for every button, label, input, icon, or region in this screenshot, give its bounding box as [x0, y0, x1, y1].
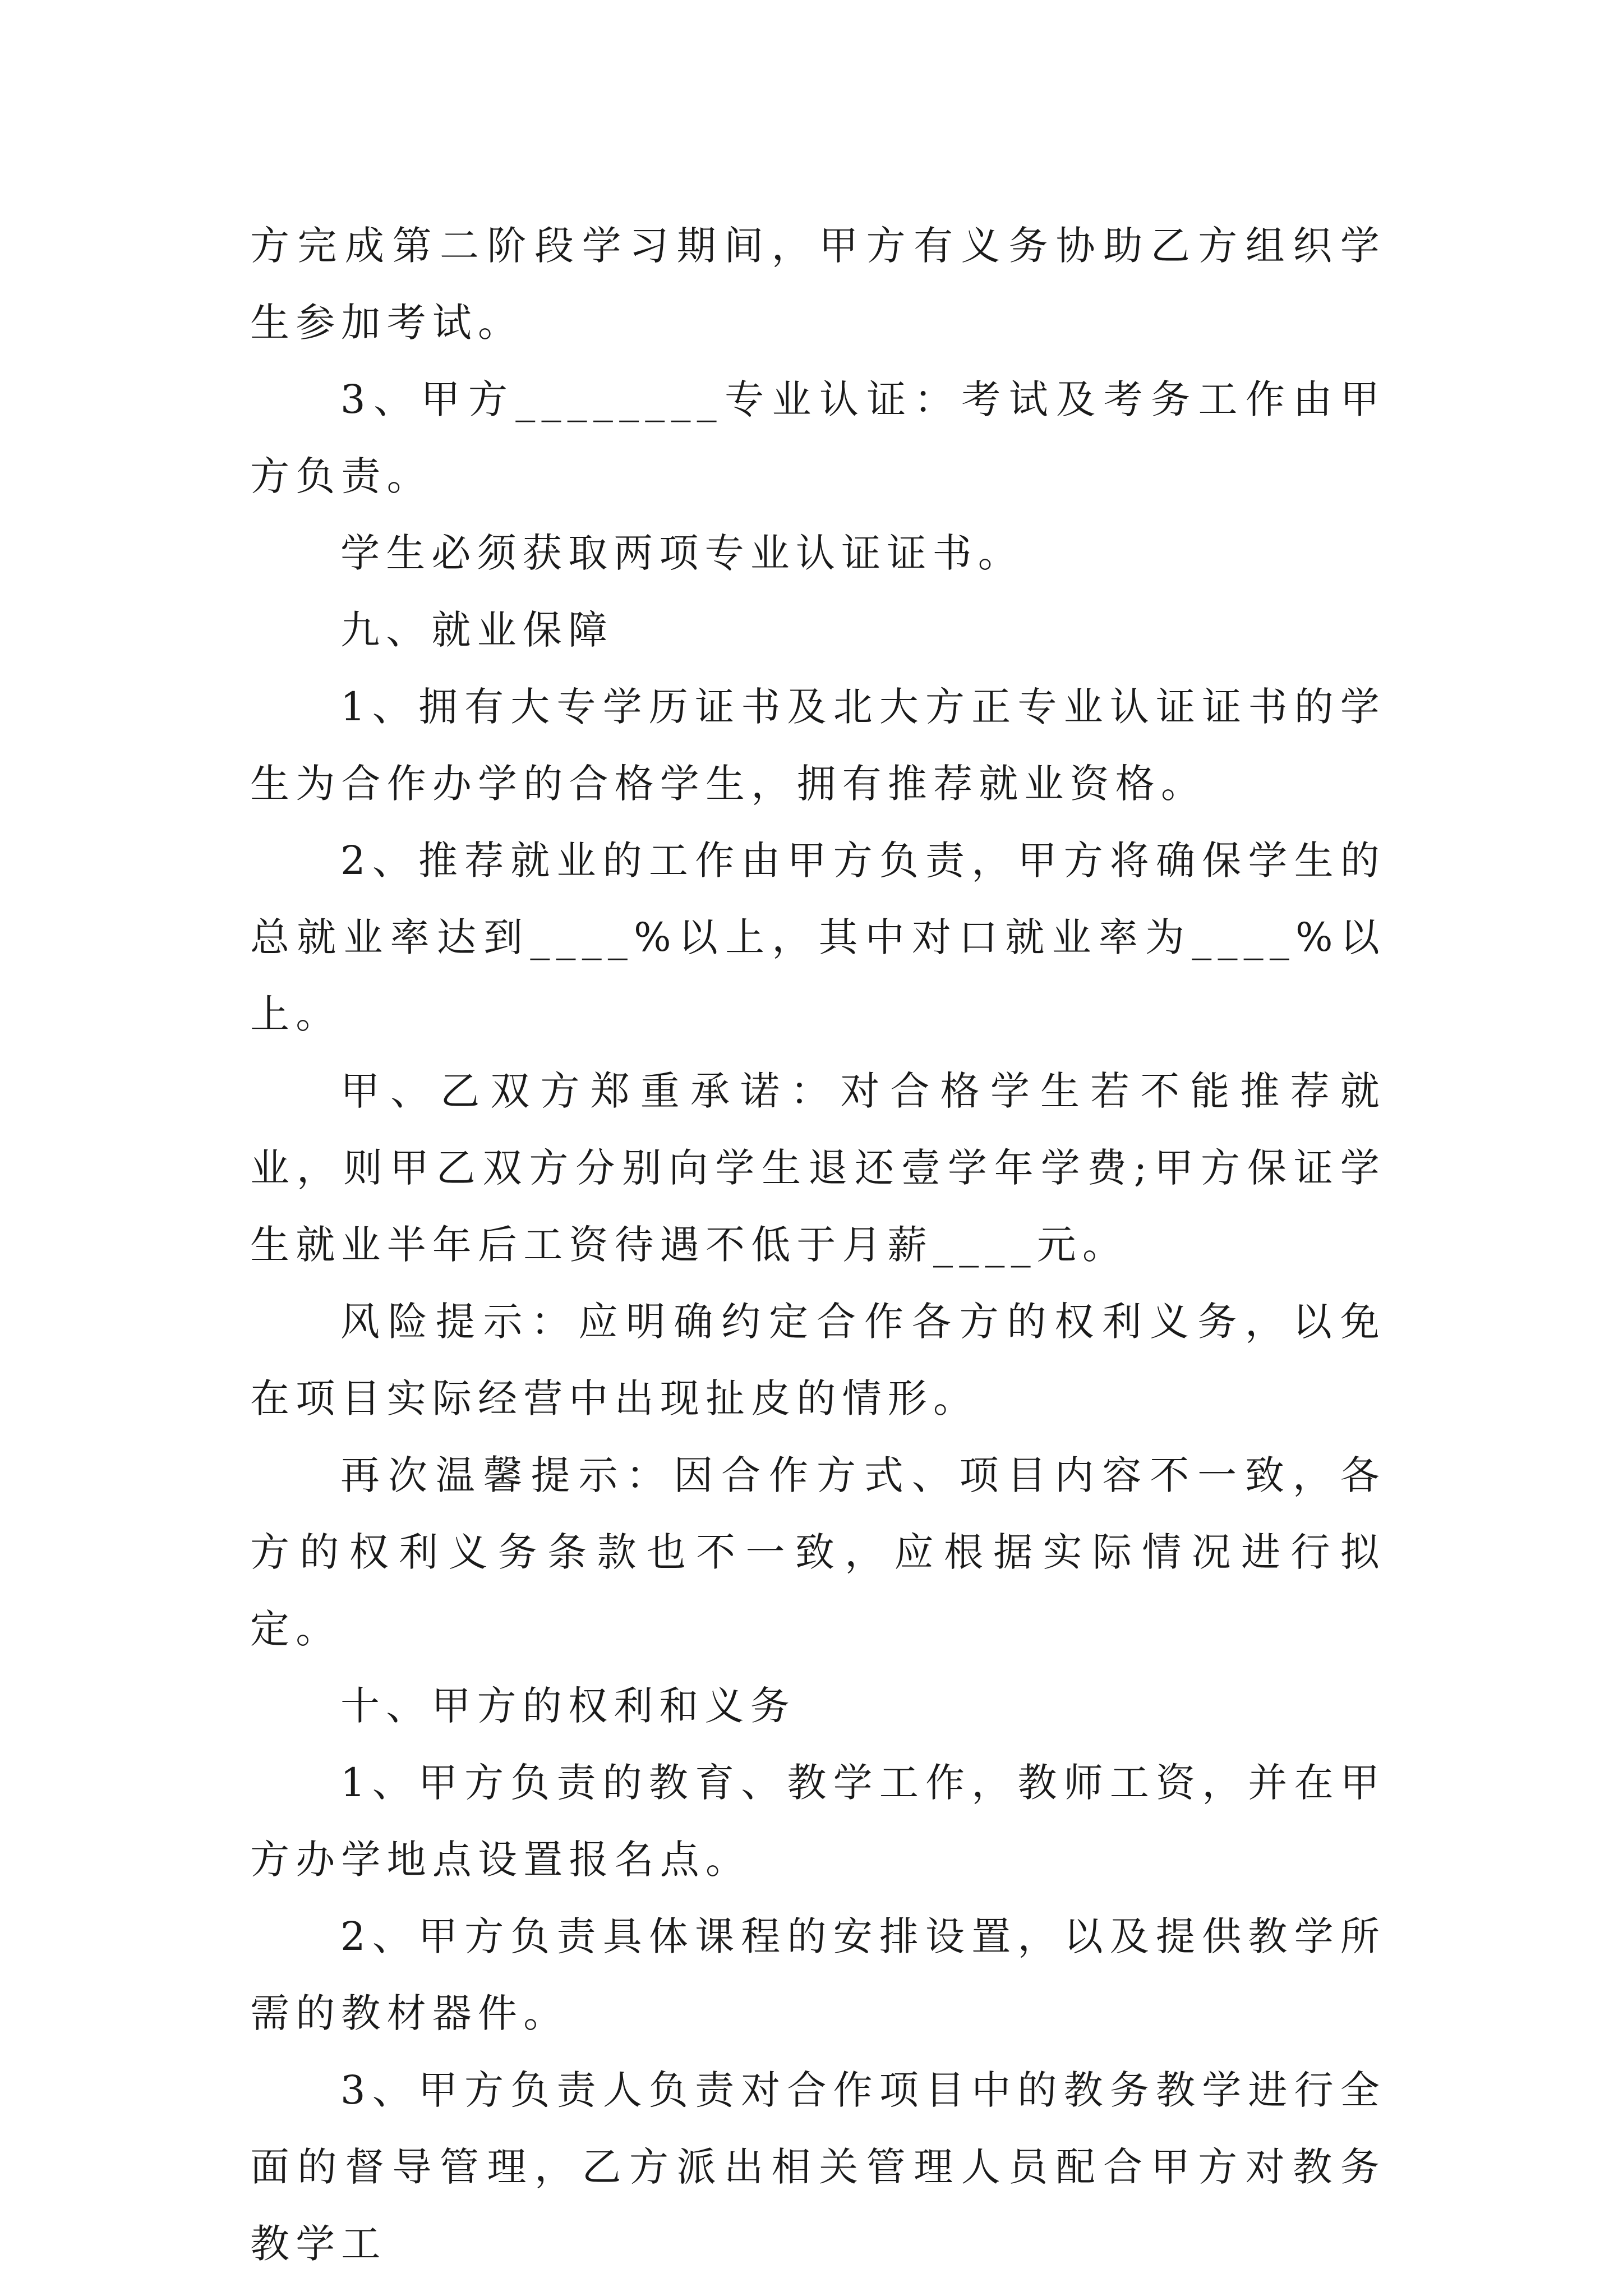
paragraph-clause-8-3: 3、甲方________专业认证：考试及考务工作由甲方负责。 — [250, 376, 1386, 499]
document-page — [250, 208, 1386, 2283]
paragraph-risk-notice: 风险提示：应明确约定合作各方的权利义务，以免在项目实际经营中出现扯皮的情形。 — [250, 1299, 1386, 1421]
paragraph-clause-10-3: 3、甲方负责人负责对合作项目中的教务教学进行全面的督导管理，乙方派出相关管理人员配合甲方对教务教学工 — [250, 2067, 1386, 2267]
section-heading-employment: 九、就业保障 — [340, 607, 614, 653]
paragraph-commitment: 甲、乙双方郑重承诺：对合格学生若不能推荐就业，则甲乙双方分别向学生退还壹学年学费;甲方保证学生就业半年后工资待遇不低于月薪____元。 — [250, 1068, 1386, 1268]
paragraph-certificate-requirement: 学生必须获取两项专业认证证书。 — [340, 530, 1023, 576]
paragraph-clause-10-2: 2、甲方负责具体课程的安排设置，以及提供教学所需的教材器件。 — [250, 1913, 1386, 2036]
paragraph-continuation: 方完成第二阶段学习期间，甲方有义务协助乙方组织学生参加考试。 — [250, 223, 1386, 346]
paragraph-clause-10-1: 1、甲方负责的教育、教学工作，教师工资，并在甲方办学地点设置报名点。 — [250, 1760, 1386, 1883]
paragraph-clause-9-1: 1、拥有大专学历证书及北大方正专业认证证书的学生为合作办学的合格学生，拥有推荐就业资格。 — [250, 684, 1386, 807]
paragraph-clause-9-2: 2、推荐就业的工作由甲方负责，甲方将确保学生的总就业率达到____%以上，其中对口就业率为____%以上。 — [250, 838, 1386, 1037]
paragraph-reminder: 再次温馨提示：因合作方式、项目内容不一致，各方的权利义务条款也不一致，应根据实际情况进行拟定。 — [250, 1452, 1386, 1652]
section-heading-party-a-rights: 十、甲方的权利和义务 — [340, 1683, 796, 1729]
